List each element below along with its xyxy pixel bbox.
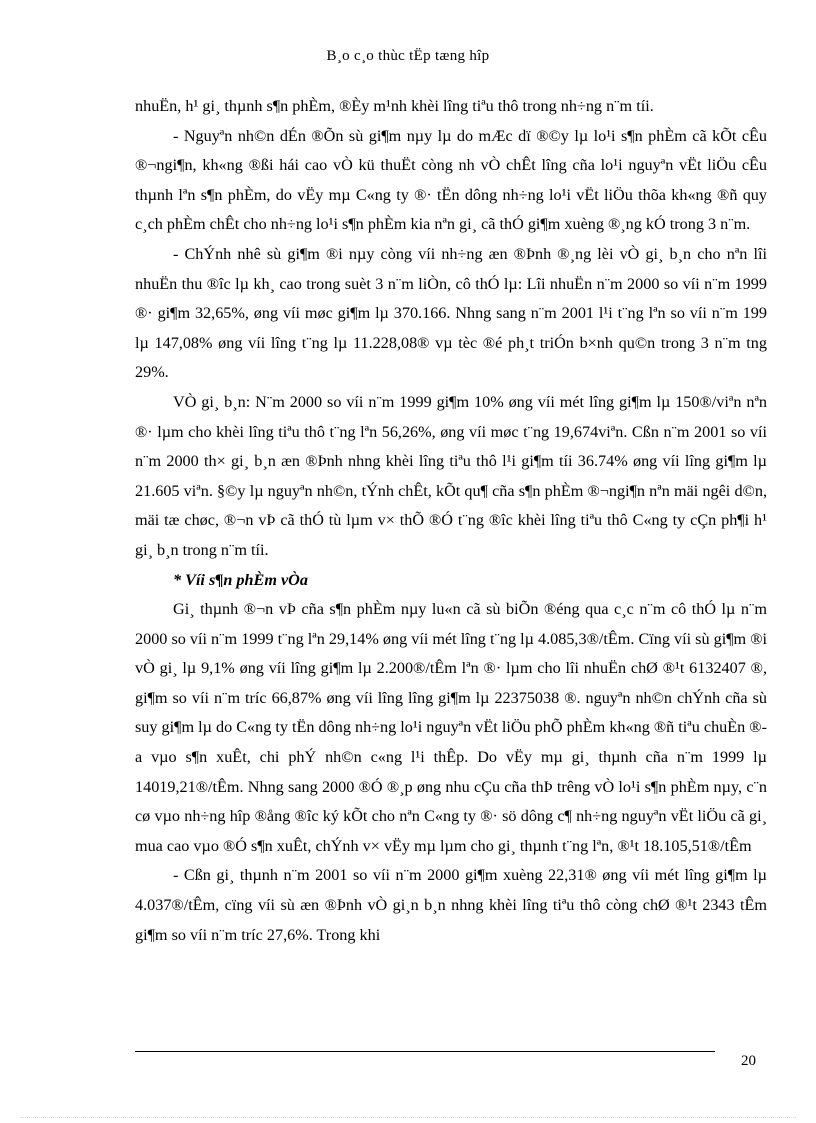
- running-header: B¸o c¸o thùc tËp tæng hîp: [326, 48, 490, 64]
- page-bottom-border: [20, 1117, 796, 1118]
- body-text: [135, 92, 767, 950]
- paragraph-6: - Cßn gi¸ thµnh n¨m 2001 so víi n¨m 2000 gi¶m xuèng 22,31® øng víi mét lîng gi¶m lµ 4.037®/tÊm, cïng víi sù æn ®Þnh vÒ gi¸n b¸n nhng khèi lîng tiªu thô còng chØ ®¹t 2343 tÊm gi¶m so víi n¨m tríc 27,6%. Trong khi: [135, 866, 767, 944]
- paragraph-2: - Nguyªn nh©n dÉn ®Õn sù gi¶m nµy lµ do mÆc dï ®©y lµ lo¹i s¶n phÈm cã kÕt cÊu ®¬ngi¶n, kh«ng ®ßi hái cao vÒ kü thuËt còng nh vÒ chÊt lîng cña lo¹i nguyªn vËt liÖu cÊu thµnh lªn s¶n phÈm, do vËy mµ C«ng ty ®· tËn dông nh÷ng lo¹i vËt liÖu thõa kh«ng ®ñ quy c¸ch phÈm chÊt cho nh÷ng lo¹i s¶n phÈm kia nªn gi¸ cã thÓ gi¶m xuèng ®¸ng kÓ trong 3 n¨m.: [135, 126, 767, 234]
- page-number: 20: [741, 1053, 756, 1069]
- paragraph-4: VÒ gi¸ b¸n: N¨m 2000 so víi n¨m 1999 gi¶m 10% øng víi mét lîng gi¶m lµ 150®/viªn nªn ®· lµm cho khèi lîng tiªu thô t¨ng lªn 56,26%, øng víi møc t¨ng 19,674viªn. Cßn n¨m 2001 so víi n¨m 2000 th× gi¸ b¸n æn ®Þnh nhng khèi lîng tiªu thô l¹i gi¶m tíi 36.74% øng víi lîng gi¶m lµ 21.605 viªn. §©y lµ nguyªn nh©n, tÝnh chÊt, kÕt qu¶ cña s¶n phÈm ®¬ngi¶n nªn mäi ngêi d©n, mäi tæ chøc, ®¬n vÞ cã thÓ tù lµm v× thÕ ®Ó t¨ng ®îc khèi lîng tiªu thô C«ng ty cÇn ph¶i h¹ gi¸ b¸n trong n¨m tíi.: [135, 392, 767, 559]
- paragraph-3: - ChÝnh nhê sù gi¶m ®i nµy còng víi nh÷ng æn ®Þnh ®¸ng lèi vÒ gi¸ b¸n cho nªn lîi nhuËn thu ®îc lµ kh¸ cao trong suèt 3 n¨m liÒn, cô thÓ lµ: Lîi nhuËn n¨m 2000 so víi n¨m 1999 ®· gi¶m 32,65%, øng víi møc gi¶m lµ 370.166. Nhng sang n¨m 2001 l¹i t¨ng lªn so víi n¨m 199 lµ 147,08% øng víi lîng t¨ng lµ 11.228,08® vµ tèc ®é ph¸t triÓn b×nh qu©n trong 3 n¨m tng 29%.: [135, 244, 767, 382]
- section-subheading: * Víi s¶n phÈm vÒa: [173, 570, 308, 589]
- paragraph-5: Gi¸ thµnh ®¬n vÞ cña s¶n phÈm nµy lu«n cã sù biÕn ®éng qua c¸c n¨m cô thÓ lµ n¨m 2000 so víi n¨m 1999 t¨ng lªn 29,14% øng víi mét lîng t¨ng lµ 4.085,3®/tÊm. Cïng víi sù gi¶m ®i vÒ gi¸ lµ 9,1% øng víi lîng gi¶m lµ 2.200®/tÊm lªn ®· lµm cho lîi nhuËn chØ ®¹t 6132407 ®, gi¶m so víi n¨m tríc 66,87% øng víi lîng lîng gi¶m lµ 22375038 ®. nguyªn nh©n chÝnh cña sù suy gi¶m lµ do C«ng ty tËn dông nh÷ng lo¹i nguyªn vËt liÖu phÕ phÈm kh«ng ®ñ tiªu chuÈn ®a vµo s¶n xuÊt, chi phÝ nh©n c«ng l¹i thÊp. Do vËy mµ gi¸ thµnh cña n¨m 1999 lµ 14019,21®/tÊm. Nhng sang 2000 ®Ó ®¸p øng nhu cÇu cña thÞ trêng vÒ lo¹i s¶n phÈm nµy, c¨n cø vµo nh÷ng hîp ®ång ®îc ký kÕt cho nªn C«ng ty ®· sö dông c¶ nh÷ng nguyªn vËt liÖu cã gi¸ mua cao vµo ®Ó s¶n xuÊt, chÝnh v× vËy mµ lµm cho gi¸ thµnh t¨ng lªn, ®¹t 18.105,51®/tÊm: [135, 600, 767, 855]
- footer-divider: [135, 1051, 715, 1052]
- paragraph-1: nhuËn, h¹ gi¸ thµnh s¶n phÈm, ®Èy m¹nh khèi lîng tiªu thô trong nh÷ng n¨m tíi.: [135, 97, 654, 115]
